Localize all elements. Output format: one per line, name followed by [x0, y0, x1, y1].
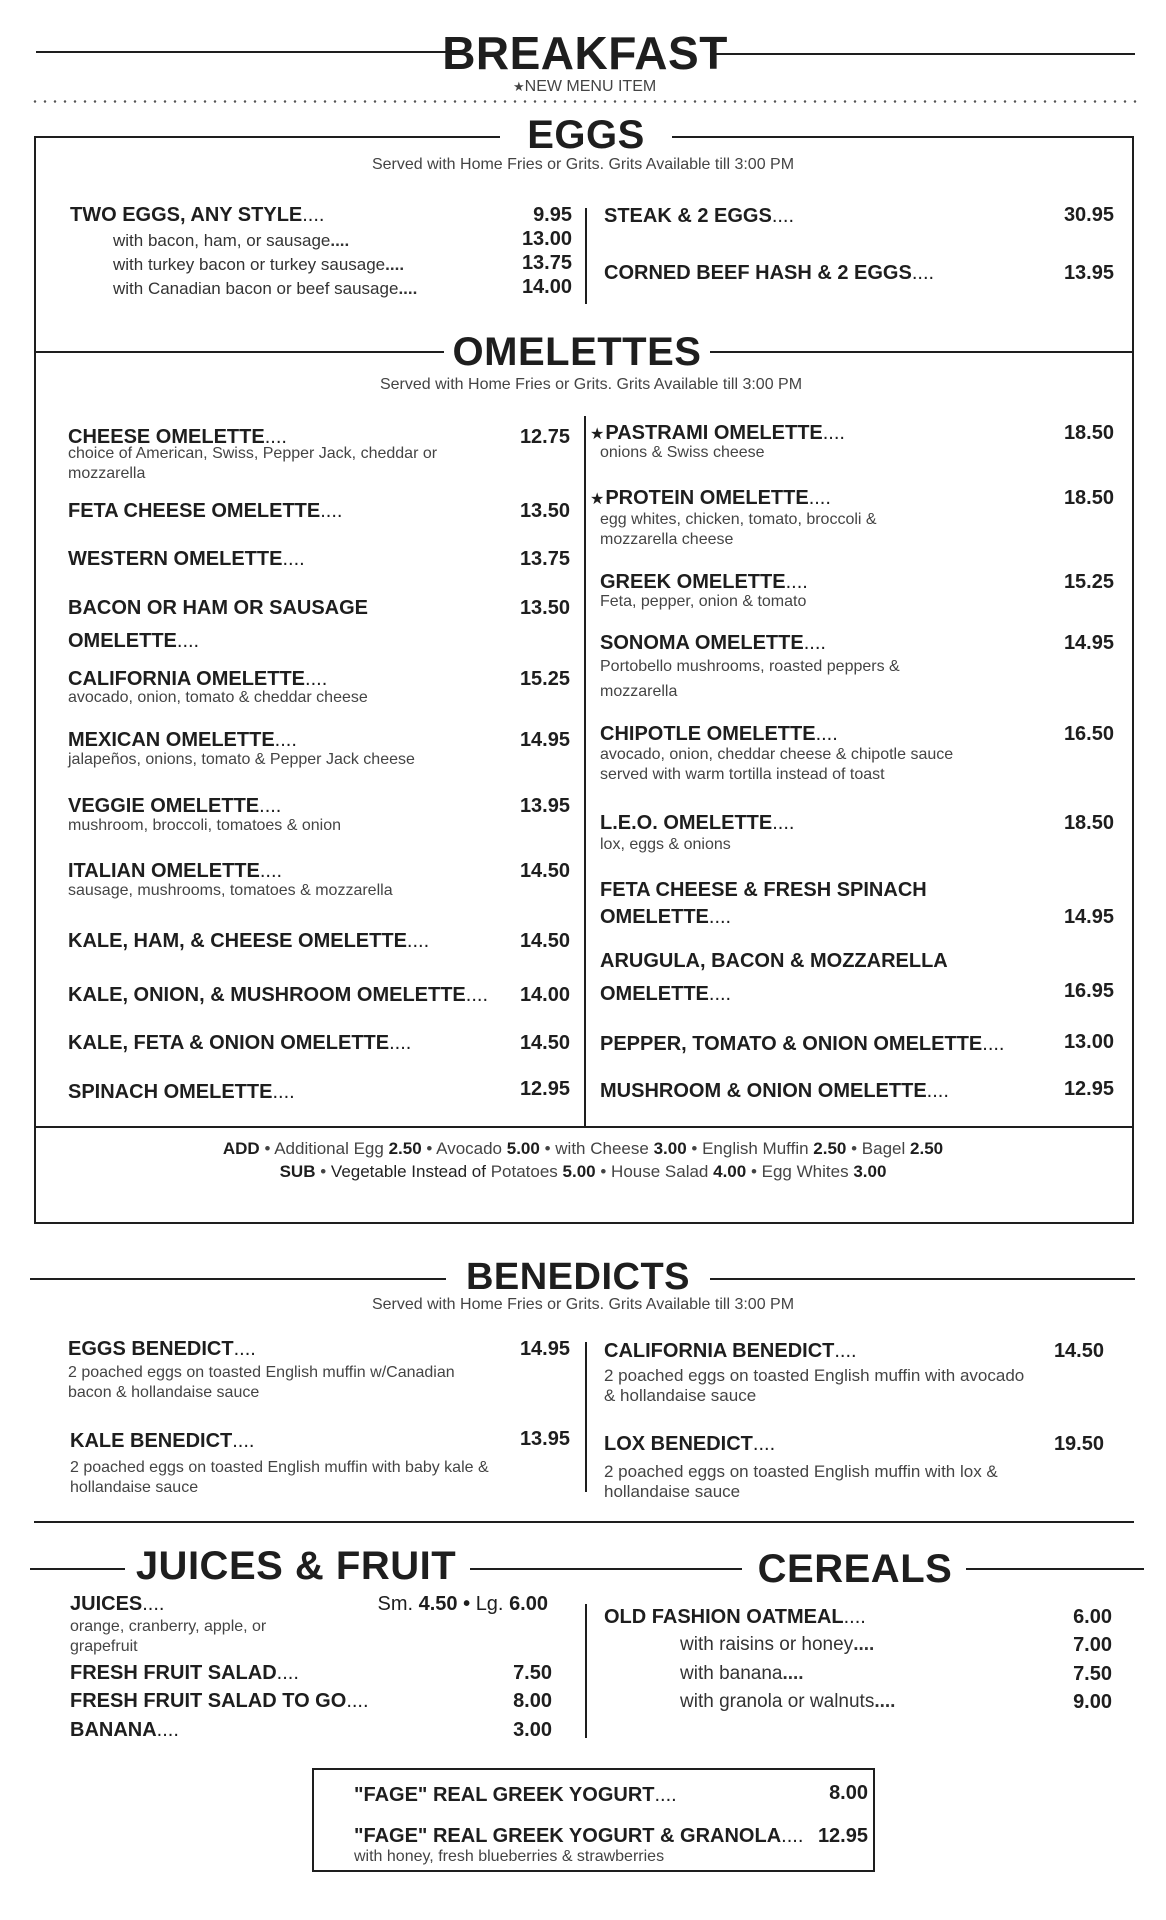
omelettes-column-divider	[584, 416, 586, 1126]
menu-item-name: MUSHROOM & ONION OMELETTE....	[600, 1080, 949, 1102]
menu-item-name-line2: OMELETTE....	[600, 983, 732, 1005]
menu-item-name: FETA CHEESE & FRESH SPINACH	[600, 879, 927, 901]
menu-item-price: 14.50	[519, 930, 570, 952]
menu-item-price: 13.75	[519, 548, 570, 570]
menu-item-price: 15.25	[519, 668, 570, 690]
menu-item-name: CHIPOTLE OMELETTE....	[600, 723, 838, 745]
menu-item-price: 13.75	[521, 252, 572, 274]
menu-item-variant: with Canadian bacon or beef sausage....	[113, 279, 418, 298]
menu-item-price: 30.95	[1063, 204, 1114, 226]
menu-item-name-line2: OMELETTE....	[68, 630, 200, 652]
dotted-divider	[30, 100, 1140, 103]
menu-item-description: mushroom, broccoli, tomatoes & onion	[68, 817, 342, 834]
menu-item-price: 16.50	[1063, 723, 1114, 745]
menu-item-variant: with granola or walnuts....	[680, 1691, 896, 1712]
menu-item-name: "FAGE" REAL GREEK YOGURT....	[354, 1784, 677, 1806]
menu-item-price: 13.95	[1063, 262, 1114, 284]
benedicts-title: BENEDICTS	[465, 1256, 691, 1298]
menu-item-name: KALE, ONION, & MUSHROOM OMELETTE....	[68, 984, 489, 1006]
menu-item-description: onions & Swiss cheese	[600, 444, 765, 461]
menu-item-name: ARUGULA, BACON & MOZZARELLA	[600, 950, 948, 972]
eggs-title: EGGS	[527, 113, 645, 157]
menu-item-description: jalapeños, onions, tomato & Pepper Jack cheese	[68, 751, 415, 768]
menu-item-description: sausage, mushrooms, tomatoes & mozzarella	[68, 882, 393, 899]
benedicts-rule-left	[30, 1278, 446, 1280]
juices-rule-left	[30, 1568, 125, 1570]
menu-item-name: "FAGE" REAL GREEK YOGURT & GRANOLA....	[354, 1825, 804, 1847]
menu-item-description: 2 poached eggs on toasted English muffin with avocado & hollandaise sauce	[604, 1366, 1025, 1405]
menu-item-price: 15.25	[1063, 571, 1114, 593]
menu-item-name: CORNED BEEF HASH & 2 EGGS....	[604, 262, 935, 284]
star-icon: ★	[590, 426, 605, 443]
substitutions-line: SUB • Vegetable Instead of Potatoes 5.00 • House Salad 4.00 • Egg Whites 3.00	[279, 1162, 887, 1181]
menu-item-price: 9.00	[1073, 1691, 1112, 1713]
menu-item-variant: with turkey bacon or turkey sausage....	[113, 255, 405, 274]
menu-item-price: 13.00	[1063, 1031, 1114, 1053]
omelettes-rule-right	[710, 351, 1134, 353]
add-ons-line: ADD • Additional Egg 2.50 • Avocado 5.00 • with Cheese 3.00 • English Muffin 2.50 • Bagel 2.50	[222, 1139, 944, 1158]
menu-item-description: lox, eggs & onions	[600, 836, 731, 853]
menu-item-price: 13.00	[521, 228, 572, 250]
menu-item-name: VEGGIE OMELETTE....	[68, 795, 282, 817]
menu-item-description: choice of American, Swiss, Pepper Jack, cheddar or mozzarella	[68, 445, 438, 482]
menu-item-variant: with raisins or honey....	[680, 1634, 875, 1655]
menu-item-name: LOX BENEDICT....	[604, 1433, 776, 1455]
header-rule-right	[715, 53, 1135, 55]
add-sub-divider	[34, 1126, 1134, 1128]
menu-item-price: 14.95	[1063, 906, 1114, 928]
menu-item-variant: with banana....	[680, 1663, 804, 1684]
menu-item-name: ★PROTEIN OMELETTE....	[590, 487, 831, 509]
menu-item-price: 7.50	[1073, 1663, 1112, 1685]
header-rule-left	[36, 51, 448, 53]
menu-item-name: KALE, HAM, & CHEESE OMELETTE....	[68, 930, 430, 952]
menu-item-description: 2 poached eggs on toasted English muffin with lox & hollandaise sauce	[604, 1462, 998, 1501]
menu-item-price: 8.00	[513, 1690, 552, 1712]
menu-item-description: orange, cranberry, apple, or grapefruit	[70, 1618, 267, 1655]
menu-item-price: 14.00	[521, 276, 572, 298]
menu-item-price: 14.95	[1063, 632, 1114, 654]
benedicts-subtitle: Served with Home Fries or Grits. Grits Available till 3:00 PM	[371, 1296, 795, 1313]
menu-item-price: 12.95	[519, 1078, 570, 1100]
new-item-legend-text: NEW MENU ITEM	[524, 78, 657, 95]
menu-item-price: 18.50	[1063, 812, 1114, 834]
menu-item-price: 12.95	[817, 1825, 868, 1847]
omelettes-rule-left	[34, 351, 444, 353]
menu-item-price: 14.00	[519, 984, 570, 1006]
omelettes-subtitle: Served with Home Fries or Grits. Grits Available till 3:00 PM	[379, 376, 803, 393]
menu-item-price: 13.95	[519, 1428, 570, 1450]
menu-item-name: BANANA....	[70, 1719, 179, 1741]
menu-item-price: 14.50	[1053, 1340, 1104, 1362]
menu-item-name-line2: OMELETTE....	[600, 906, 732, 928]
menu-item-price: 13.50	[519, 500, 570, 522]
star-icon: ★	[513, 79, 525, 94]
menu-item-name: PEPPER, TOMATO & ONION OMELETTE....	[600, 1033, 1005, 1055]
menu-item-name: FRESH FRUIT SALAD TO GO....	[70, 1690, 369, 1712]
menu-item-price: 14.95	[519, 729, 570, 751]
menu-item-description: 2 poached eggs on toasted English muffin with baby kale & hollandaise sauce	[70, 1459, 489, 1496]
new-item-legend	[513, 78, 656, 96]
menu-item-name: ITALIAN OMELETTE....	[68, 860, 283, 882]
menu-item-price: 13.50	[519, 597, 570, 619]
omelettes-title: OMELETTES	[452, 330, 702, 374]
eggs-subtitle: Served with Home Fries or Grits. Grits Available till 3:00 PM	[371, 156, 795, 173]
menu-item-price: 18.50	[1063, 422, 1114, 444]
menu-item-name: STEAK & 2 EGGS....	[604, 205, 795, 227]
menu-item-price: 9.95	[533, 204, 572, 226]
menu-item-name: ★PASTRAMI OMELETTE....	[590, 422, 845, 444]
menu-item-name: BACON OR HAM OR SAUSAGE	[68, 597, 369, 619]
page-title: BREAKFAST	[442, 27, 728, 79]
menu-item-description: 2 poached eggs on toasted English muffin w/Canadian bacon & hollandaise sauce	[68, 1364, 455, 1401]
menu-item-description: Feta, pepper, onion & tomato	[600, 593, 807, 610]
menu-item-name: CALIFORNIA OMELETTE....	[68, 668, 328, 690]
menu-item-price: 12.75	[519, 426, 570, 448]
menu-item-name: KALE BENEDICT....	[70, 1430, 255, 1452]
menu-item-name: OLD FASHION OATMEAL....	[604, 1606, 866, 1628]
menu-item-price: 18.50	[1063, 487, 1114, 509]
menu-item-price: 13.95	[519, 795, 570, 817]
menu-item-price: 8.00	[829, 1782, 868, 1804]
menu-item-description: avocado, onion, cheddar cheese & chipotle sauce served with warm tortilla instead of toast	[600, 746, 954, 783]
menu-item-name: WESTERN OMELETTE....	[68, 548, 305, 570]
juices-title: JUICES & FRUIT	[135, 1544, 457, 1588]
menu-item-description: with honey, fresh blueberries & strawberries	[354, 1848, 665, 1865]
menu-item-description: Portobello mushrooms, roasted peppers & mozzarella	[600, 658, 900, 700]
menu-item-description: egg whites, chicken, tomato, broccoli & mozzarella cheese	[600, 511, 877, 548]
juice-size-prices: Sm. 4.50 • Lg. 6.00	[377, 1593, 548, 1615]
cereals-rule-right	[966, 1568, 1144, 1570]
menu-item-name: TWO EGGS, ANY STYLE....	[70, 204, 325, 226]
menu-item-price: 14.95	[519, 1338, 570, 1360]
menu-item-name: GREEK OMELETTE....	[600, 571, 808, 593]
menu-item-name: JUICES....	[70, 1593, 165, 1615]
benedicts-bottom-rule	[34, 1521, 1134, 1523]
star-icon: ★	[590, 491, 605, 508]
menu-item-price: 3.00	[513, 1719, 552, 1741]
menu-item-price: 6.00	[1073, 1606, 1112, 1628]
eggs-column-divider	[585, 208, 587, 304]
juices-rule-right	[470, 1568, 742, 1570]
menu-item-description: avocado, onion, tomato & cheddar cheese	[68, 689, 368, 706]
menu-item-name: SONOMA OMELETTE....	[600, 632, 826, 654]
menu-item-price: 7.00	[1073, 1634, 1112, 1656]
menu-item-name: FRESH FRUIT SALAD....	[70, 1662, 299, 1684]
menu-item-name: EGGS BENEDICT....	[68, 1338, 256, 1360]
menu-item-name: CHEESE OMELETTE....	[68, 426, 287, 448]
menu-item-price: 12.95	[1063, 1078, 1114, 1100]
menu-item-name: FETA CHEESE OMELETTE....	[68, 500, 343, 522]
menu-item-price: 14.50	[519, 1032, 570, 1054]
menu-item-price: 19.50	[1053, 1433, 1104, 1455]
benedicts-rule-right	[710, 1278, 1135, 1280]
juices-cereals-divider	[585, 1604, 587, 1738]
menu-item-name: SPINACH OMELETTE....	[68, 1081, 295, 1103]
menu-item-name: MEXICAN OMELETTE....	[68, 729, 297, 751]
cereals-title: CEREALS	[757, 1547, 953, 1591]
menu-item-price: 16.95	[1063, 980, 1114, 1002]
menu-item-name: CALIFORNIA BENEDICT....	[604, 1340, 857, 1362]
benedicts-column-divider	[585, 1342, 587, 1492]
menu-item-price: 14.50	[519, 860, 570, 882]
menu-item-variant: with bacon, ham, or sausage....	[113, 231, 350, 250]
menu-item-name: KALE, FETA & ONION OMELETTE....	[68, 1032, 412, 1054]
menu-item-name: L.E.O. OMELETTE....	[600, 812, 795, 834]
menu-item-price: 7.50	[513, 1662, 552, 1684]
